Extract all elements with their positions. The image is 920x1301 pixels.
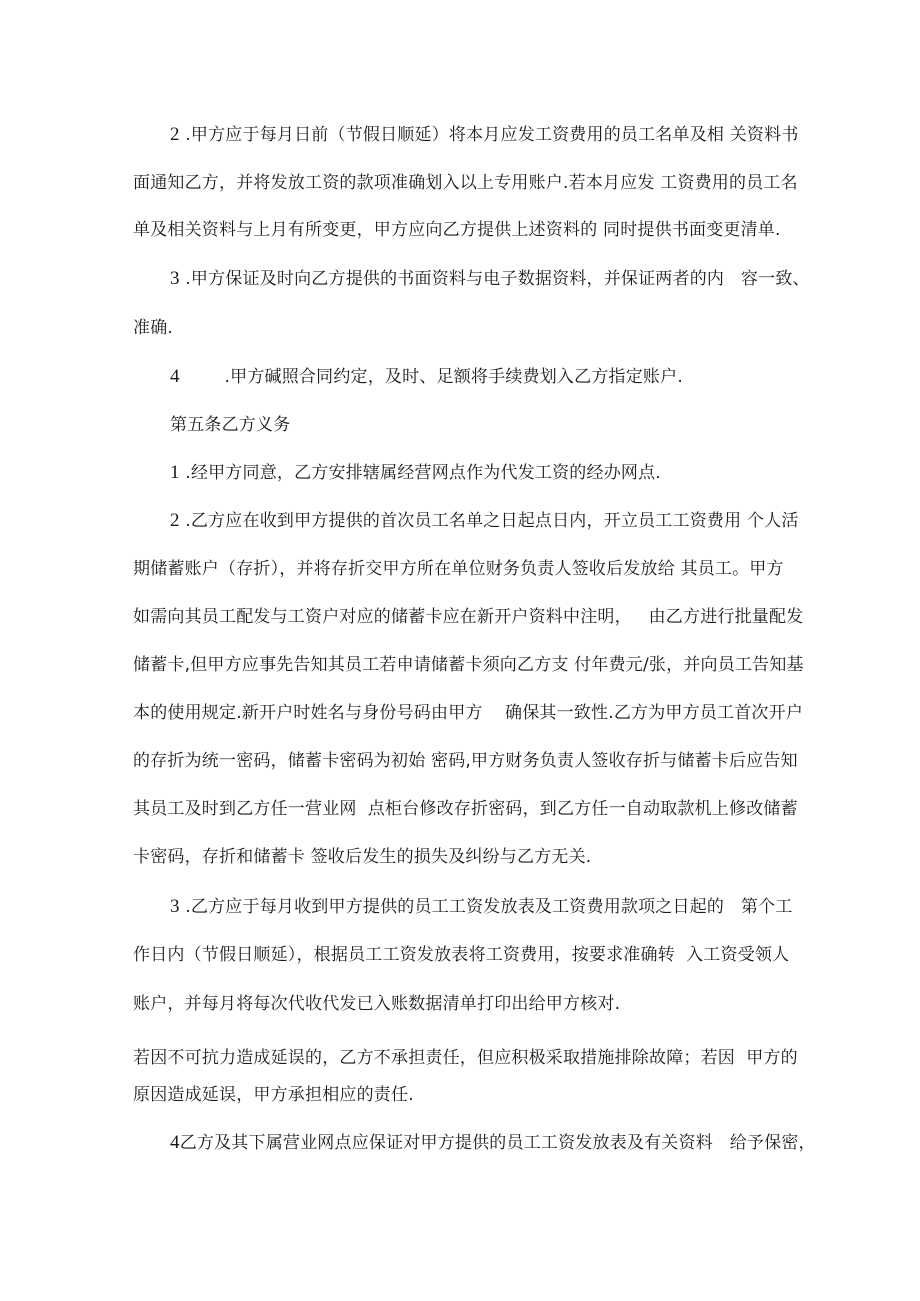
item-number: 4 <box>170 1132 180 1153</box>
text-line: 面通知乙方，并将发放工资的款项准确划入以上专用账户.若本月应发 工资费用的员工名 <box>133 173 798 193</box>
item-number: 3 <box>170 896 180 917</box>
text-line: 卡密码，存折和储蓄卡 签收后发生的损失及纠纷与乙方无关. <box>133 847 592 867</box>
text-line: 4 .甲方碱照合同约定，及时、足额将手续费划入乙方指定账户. <box>170 366 683 387</box>
text-line: 原因造成延误，甲方承担相应的责任. <box>133 1085 414 1105</box>
text-line: 2 .乙方应在收到甲方提供的首次员工名单之日起点日内，开立员工工资费用 个人活 <box>170 510 799 531</box>
text-line: 单及相关资料与上月有所变更，甲方应向乙方提供上述资料的 同时提供书面变更清单. <box>133 220 781 240</box>
item-number: 2 <box>170 124 180 145</box>
text-line: 准确. <box>133 318 174 338</box>
item-number: 1 <box>170 462 180 483</box>
text-line: 4乙方及其下属营业网点应保证对甲方提供的员工工资发放表及有关资料 给予保密， <box>170 1132 816 1153</box>
item-number: 4 <box>170 366 180 387</box>
text-line: 储蓄卡,但甲方应事先告知其员工若申请储蓄卡须向乙方支 付年费元/张，并向员工告知基 <box>133 655 804 675</box>
text-line: 期储蓄账户（存折），并将存折交甲方所在单位财务负责人签收后发放给 其员工。甲方 <box>133 559 784 579</box>
item-number: 3 <box>170 268 180 289</box>
section-heading: 第五条乙方义务 <box>170 415 291 435</box>
text-line: 3 .乙方应于每月收到甲方提供的员工工资发放表及工资费用款项之日起的 第个工 <box>170 896 793 917</box>
text-line: 1 .经甲方同意，乙方安排辖属经营网点作为代发工资的经办网点. <box>170 462 661 483</box>
text-line: 若因不可抗力造成延误的，乙方不承担责任，但应积极采取措施排除故障；若因 甲方的 <box>133 1048 798 1068</box>
text-line: 如需向其员工配发与工资户对应的储蓄卡应在新开户资料中注明， 由乙方进行批量配发 <box>133 607 804 627</box>
text-line: 作日内（节假日顺延），根据员工工资发放表将工资费用，按要求准确转 入工资受领人 <box>133 945 790 965</box>
text-line: 本的使用规定.新开户时姓名与身份号码由甲方 确保其一致性.乙方为甲方员工首次开户 <box>133 703 804 723</box>
text-line: 其员工及时到乙方任一营业网 点柜台修改存折密码，到乙方任一自动取款机上修改储蓄 <box>133 799 798 819</box>
text-line: 3 .甲方保证及时向乙方提供的书面资料与电子数据资料，并保证两者的内 容一致、 <box>170 268 810 289</box>
item-number: 2 <box>170 510 180 531</box>
text-line: 账户，并每月将每次代收代发已入账数据清单打印出给甲方核对. <box>133 994 621 1014</box>
text-line: 的存折为统一密码，储蓄卡密码为初始 密码,甲方财务负责人签收存折与储蓄卡后应告知 <box>133 751 798 771</box>
text-line: 2 .甲方应于每月日前（节假日顺延）将本月应发工资费用的员工名单及相 关资料书 <box>170 124 799 145</box>
